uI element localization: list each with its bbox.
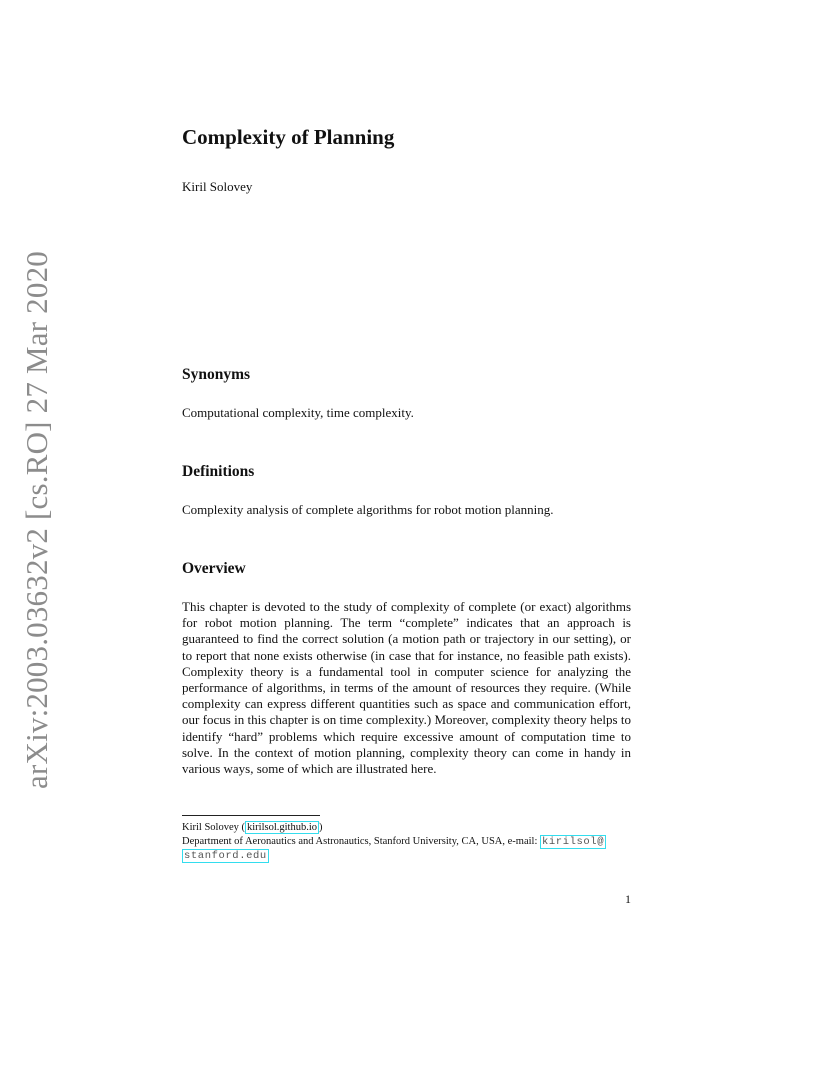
- section-heading-synonyms: Synonyms: [182, 366, 251, 383]
- definitions-text: Complexity analysis of complete algorithms for robot motion planning.: [182, 502, 554, 517]
- footnote-close-paren: ): [319, 822, 323, 833]
- footnote-divider: [182, 815, 320, 816]
- footnote-affiliation-line: [182, 835, 634, 849]
- author-name: Kiril Solovey: [182, 179, 253, 194]
- arxiv-identifier-stamp: arXiv:2003.03632v2 [cs.RO] 27 Mar 2020: [19, 251, 54, 789]
- email-link-part2[interactable]: stanford.edu: [184, 850, 267, 862]
- footnote-author-line: [182, 821, 634, 835]
- overview-paragraph: This chapter is devoted to the study of complexity of complete (or exact) algorithms for robot motion planning. The term “complete” indicates that an approach is guaranteed to find the correct solution (a motion path or trajectory in our setting), or to report that none exists otherwise (in case that for instance, no feasible path exists). Complexity theory is a fundamental tool in computer science for analyzing the performance of algorithms, in terms of the amount of resources they require. (While complexity can express different quantities such as space and communication effort, our focus in this chapter is on time complexity.) Moreover, complexity theory helps to identify “hard” problems which require excessive amount of computation time to solve. In the context of motion planning, complexity theory can come in handy in various ways, some of which are illustrated here.: [182, 599, 631, 777]
- section-heading-overview: Overview: [182, 560, 246, 577]
- section-heading-definitions: Definitions: [182, 463, 255, 480]
- footnote-open-paren: (: [241, 822, 245, 833]
- footnote-author-name: Kiril Solovey: [182, 822, 239, 833]
- homepage-link[interactable]: kirilsol.github.io: [247, 822, 318, 833]
- page-number: 1: [625, 892, 631, 906]
- paper-title: Complexity of Planning: [182, 125, 395, 149]
- footnote-affiliation: Department of Aeronautics and Astronautics, Stanford University, CA, USA, e-mail:: [182, 836, 538, 847]
- footnote-email-line: [182, 849, 634, 863]
- footnote: [182, 821, 634, 863]
- synonyms-text: Computational complexity, time complexity.: [182, 405, 414, 420]
- email-link-part1[interactable]: kirilsol@: [542, 836, 605, 848]
